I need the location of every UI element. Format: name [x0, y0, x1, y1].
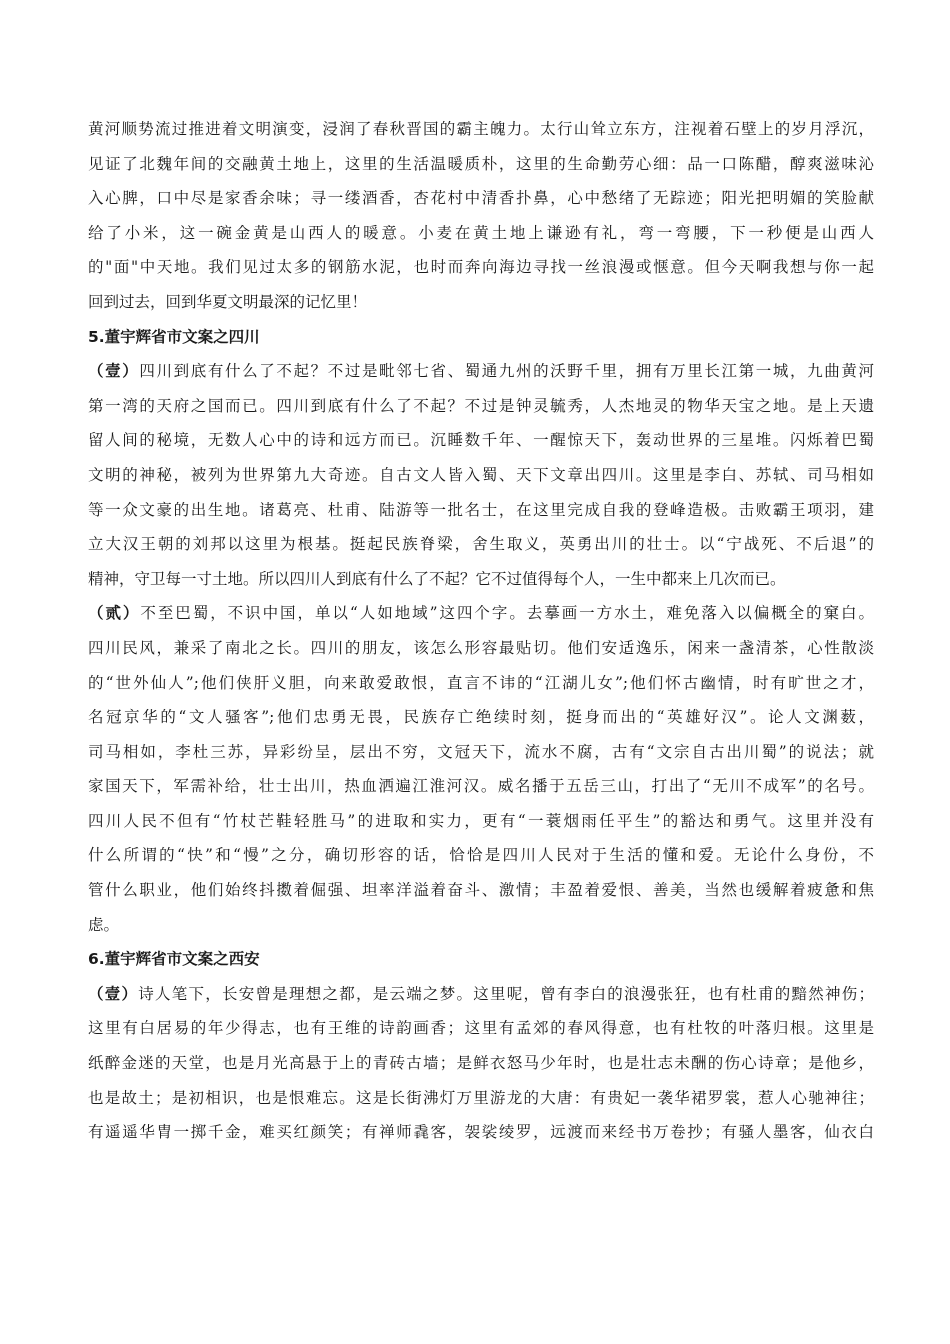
text-line: 回到过去，回到华夏文明最深的记忆里！ [88, 292, 368, 311]
paragraph-marker: （壹） [88, 983, 139, 1003]
text-line-content: 不至巴蜀，不识中国，单以“人如地域”这四个字。去摹画一方水土，难免落入以偏概全的窠白。 [140, 604, 874, 623]
text-line [88, 596, 874, 631]
section-heading: 6.董宇辉省市文案之西安 [88, 950, 260, 969]
text-line: 的"面"中天地。我们见过太多的钢筋水泥，也时而奔向海边寻找一丝浪漫或惬意。但今天啊我想与你一起 [88, 258, 874, 277]
text-line: 见证了北魏年间的交融黄土地上，这里的生活温暖质朴，这里的生命勤劳心细：品一口陈醋，醇爽滋味沁 [88, 154, 874, 173]
text-line: 这里有白居易的年少得志，也有王维的诗韵画香；这里有孟郊的春风得意，也有杜牧的叶落归根。这里是 [88, 1019, 874, 1038]
text-line: 虑。 [88, 915, 120, 934]
document-page [88, 112, 874, 1150]
text-line: 也是故土；是初相识，也是恨难忘。这是长街沸灯万里游龙的大唐：有贵妃一袭华裙罗裳，惹人心驰神往； [88, 1088, 874, 1107]
text-line-content: 四川到底有什么了不起？不过是毗邻七省、蜀通九州的沃野千里，拥有万里长江第一城，九曲黄河 [139, 362, 874, 381]
text-line [88, 977, 874, 1012]
text-line [88, 354, 874, 389]
paragraph [88, 354, 874, 596]
paragraph-marker: （壹） [88, 361, 140, 381]
text-line: 等一众文豪的出生地。诸葛亮、杜甫、陆游等一批名士，在这里完成自我的登峰造极。击败霸王项羽，建 [88, 500, 874, 519]
text-line: 黄河顺势流过推进着文明演变，浸润了春秋晋国的霸主魄力。太行山耸立东方，注视着石壁上的岁月浮沉， [88, 120, 874, 138]
text-line: 四川人民不但有“竹杖芒鞋轻胜马”的进取和实力，更有“一蓑烟雨任平生”的豁达和勇气。这里并没有 [88, 811, 874, 830]
text-line: 留人间的秘境，无数人心中的诗和远方而已。沉睡数千年、一醒惊天下，轰动世界的三星堆。闪烁着巴蜀 [88, 431, 874, 450]
text-line-content: 诗人笔下，长安曾是理想之都，是云端之梦。这里呢，曾有李白的浪漫张狂，也有杜甫的黯然神伤； [138, 984, 874, 1003]
section-shanxi-continued [88, 112, 874, 320]
text-line: 家国天下，军需补给，壮士出川，热血洒遍江淮河汉。威名播于五岳三山，打出了“无川不成军”的名号。 [88, 777, 874, 796]
text-line: 四川民风，兼采了南北之长。四川的朋友，该怎么形容最贴切。他们安适逸乐，闲来一盏清茶，心性散淡 [88, 638, 874, 657]
paragraph [88, 112, 874, 320]
text-line: 名冠京华的“文人骚客”;他们忠勇无畏，民族存亡绝续时刻，挺身而出的“英雄好汉”。论人文渊薮， [88, 708, 874, 727]
text-line: 第一湾的天府之国而已。四川到底有什么了不起？不过是钟灵毓秀，人杰地灵的物华天宝之地。是上天遗 [88, 396, 874, 415]
paragraph-marker: （贰） [88, 603, 141, 623]
section-sichuan [88, 320, 874, 943]
section-xian [88, 942, 874, 1150]
paragraph [88, 977, 874, 1150]
text-line: 司马相如，李杜三苏，异彩纷呈，层出不穷，文冠天下，流水不腐，古有“文宗自古出川蜀”的说法；就 [88, 742, 874, 761]
text-line: 立大汉王朝的刘邦以这里为根基。挺起民族脊梁，舍生取义，英勇出川的壮士。以“宁战死、不后退”的 [88, 535, 874, 554]
text-line: 有遥遥华胄一掷千金，难买红颜笑；有禅师毳客，袈裟绫罗，远渡而来经书万卷抄；有骚人墨客，仙衣白 [88, 1123, 874, 1142]
text-line: 给了小米，这一碗金黄是山西人的暖意。小麦在黄土地上谦逊有礼，弯一弯腰，下一秒便是山西人 [88, 223, 874, 242]
text-line: 管什么职业，他们始终抖擞着倔强、坦率洋溢着奋斗、激情；丰盈着爱恨、善美，当然也缓解着疲惫和焦 [88, 881, 874, 900]
text-line: 精神，守卫每一寸土地。所以四川人到底有什么了不起？它不过值得每个人，一生中都来上几次而已。 [88, 569, 786, 588]
section-heading: 5.董宇辉省市文案之四川 [88, 327, 260, 346]
paragraph [88, 596, 874, 942]
text-line: 什么所谓的“快”和“慢”之分，确切形容的话，恰恰是四川人民对于生活的懂和爱。无论什么身份，不 [88, 846, 874, 865]
text-line: 纸醉金迷的天堂，也是月光高悬于上的青砖古墙；是鲜衣怒马少年时，也是壮志未酬的伤心诗章；是他乡， [88, 1054, 874, 1073]
text-line: 文明的神秘，被列为世界第九大奇迹。自古文人皆入蜀、天下文章出四川。这里是李白、苏轼、司马相如 [88, 465, 874, 484]
text-line: 入心脾，口中尽是家香余味；寻一缕酒香，杏花村中清香扑鼻，心中愁绪了无踪迹；阳光把明媚的笑脸献 [88, 189, 874, 208]
text-line: 的“世外仙人”;他们侠肝义胆，向来敢爱敢恨，直言不讳的“江湖儿女”;他们怀古幽情，时有旷世之才， [88, 673, 874, 692]
